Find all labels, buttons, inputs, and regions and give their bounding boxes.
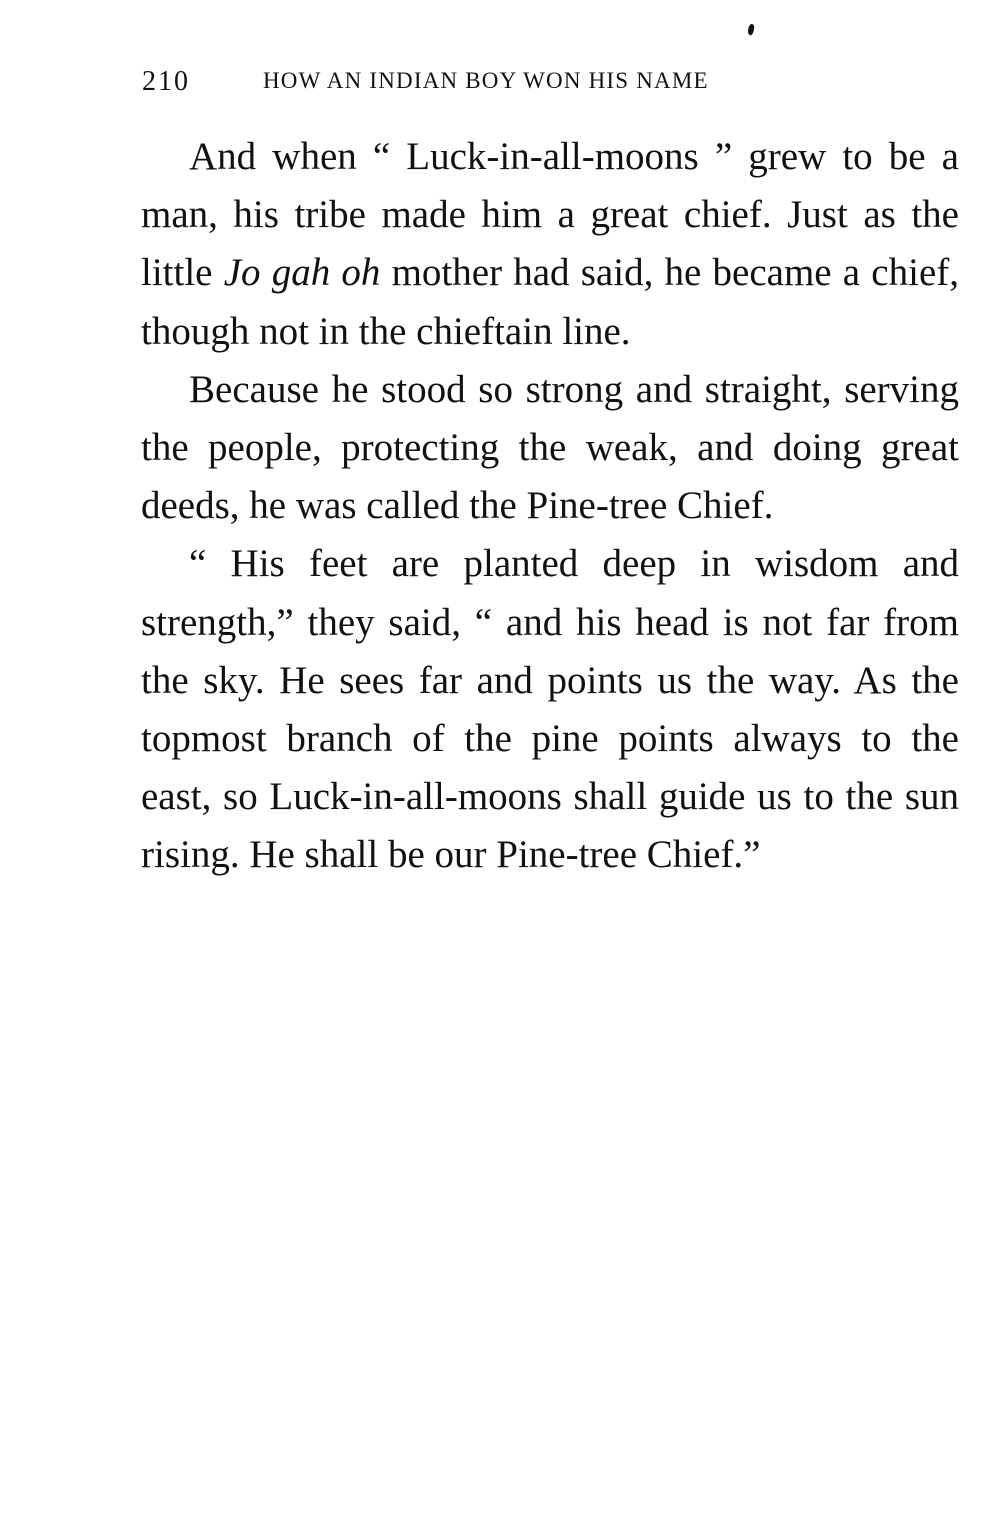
page-number: 210 <box>142 66 190 97</box>
paragraph-1 <box>141 128 959 361</box>
running-head <box>142 66 842 102</box>
book-title: HOW AN INDIAN BOY WON HIS NAME <box>263 68 709 93</box>
paragraph-1-text-start: And when “ Luck-in-all-moons ” grew to be a man, his tribe made him a great chief. Just as the little <box>141 135 959 295</box>
paragraph-1-italic-name: Jo gah oh <box>223 251 381 295</box>
paragraph-2: Because he stood so strong and straight, serving the people, protecting the weak, and doing great deeds, he was called the Pine-tree Chief. <box>141 367 959 528</box>
ink-speck <box>746 23 755 35</box>
paragraph-3: “ His feet are planted deep in wisdom and strength,” they said, “ and his head is not far from the sky. He sees far and points us the way. As the topmost branch of the pine points always to the east, so Luck-in-all-moons shall guide us to the sun rising. He shall be our Pine-tree Chief.” <box>141 542 959 877</box>
body-text <box>141 128 959 885</box>
paragraph-1-text-end: mother had said, he became a chief, though not in the chieftain line. <box>141 251 959 353</box>
